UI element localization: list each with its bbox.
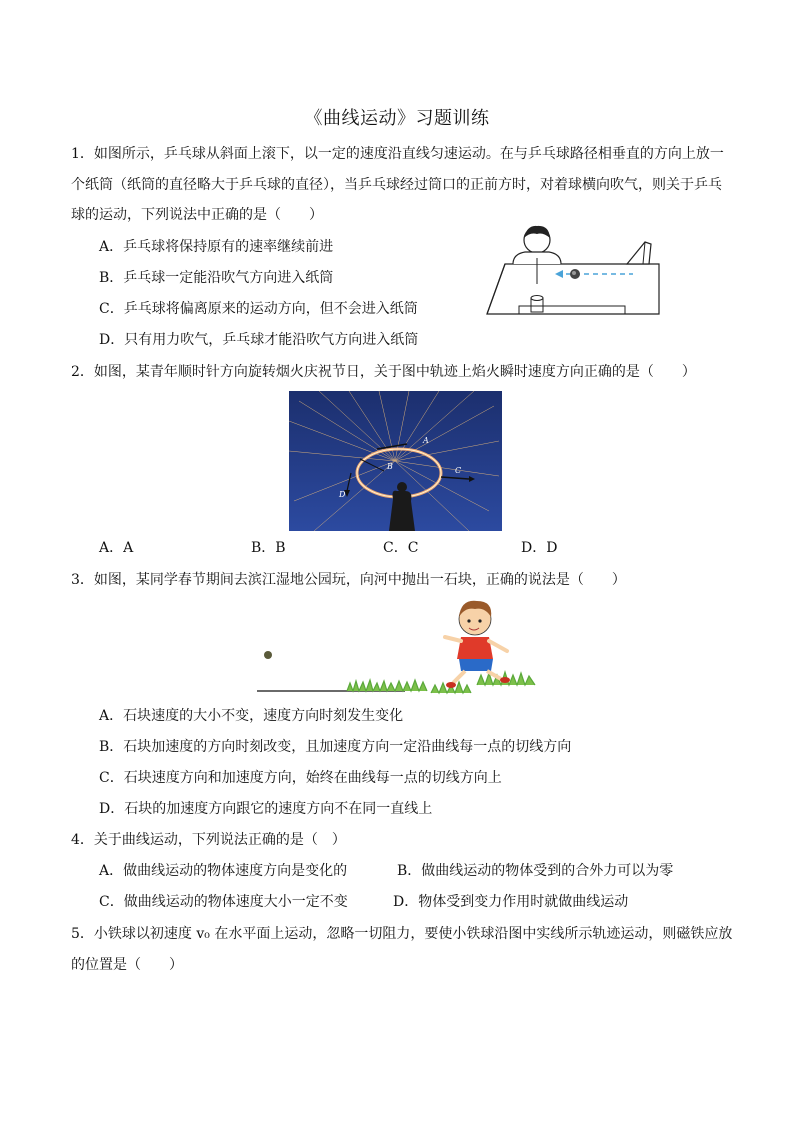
q1-option-d[interactable]: D．只有用力吹气，乒乓球才能沿吹气方向进入纸筒 xyxy=(99,332,419,348)
fig-label-a: A xyxy=(423,436,429,445)
q3-stem: 3．如图，某同学春节期间去滨江湿地公园玩，向河中抛出一石块，正确的说法是（ ） xyxy=(71,572,626,588)
q4-option-d[interactable]: D．物体受到变力作用时就做曲线运动 xyxy=(393,894,629,910)
q3-boy-throwing-figure xyxy=(255,597,540,695)
fig-label-b: B xyxy=(387,462,393,471)
q1-pingpong-figure xyxy=(483,222,665,318)
q3-option-a[interactable]: A．石块速度的大小不变，速度方向时刻发生变化 xyxy=(99,708,404,724)
fig-label-c: C xyxy=(455,466,462,475)
q2-option-b[interactable]: B．B xyxy=(251,540,286,556)
q1-stem-line-1: 1．如图所示，乒乓球从斜面上滚下，以一定的速度沿直线匀速运动。在与乒乓球路径相垂直的方向上放一 xyxy=(71,146,724,162)
q3-option-d[interactable]: D．石块的加速度方向跟它的速度方向不在同一直线上 xyxy=(99,801,433,817)
q2-option-d[interactable]: D．D xyxy=(521,540,558,556)
q4-option-c[interactable]: C．做曲线运动的物体速度大小一定不变 xyxy=(99,894,348,910)
q4-option-b[interactable]: B．做曲线运动的物体受到的合外力可以为零 xyxy=(397,863,674,879)
q2-fireworks-photo xyxy=(289,391,502,531)
q1-stem-line-3: 球的运动，下列说法中正确的是（ ） xyxy=(71,207,323,223)
q3-option-b[interactable]: B．石块加速度的方向时刻改变，且加速度方向一定沿曲线每一点的切线方向 xyxy=(99,739,572,755)
q3-option-c[interactable]: C．石块速度方向和加速度方向，始终在曲线每一点的切线方向上 xyxy=(99,770,502,786)
q4-stem: 4．关于曲线运动，下列说法正确的是（ ） xyxy=(71,832,346,848)
q5-stem-line-1: 5．小铁球以初速度 v₀ 在水平面上运动，忽略一切阻力，要使小铁球沿图中实线所示轨迹运动，则磁铁应放 xyxy=(71,926,733,942)
q1-stem-line-2: 个纸筒（纸筒的直径略大于乒乓球的直径），当乒乓球经过筒口的正前方时，对着球横向吹气，则关于乒乓 xyxy=(71,177,722,193)
page-title: 《曲线运动》习题训练 xyxy=(304,108,490,129)
q1-option-c[interactable]: C．乒乓球将偏离原来的运动方向，但不会进入纸筒 xyxy=(99,301,418,317)
fig-label-d: D xyxy=(339,490,346,499)
q2-option-c[interactable]: C．C xyxy=(383,540,419,556)
q2-stem: 2．如图，某青年顺时针方向旋转烟火庆祝节日，关于图中轨迹上焰火瞬时速度方向正确的是（ ） xyxy=(71,364,696,380)
q5-stem-line-2: 的位置是（ ） xyxy=(71,957,183,973)
q1-option-b[interactable]: B．乒乓球一定能沿吹气方向进入纸筒 xyxy=(99,270,334,286)
q1-option-a[interactable]: A．乒乓球将保持原有的速率继续前进 xyxy=(99,239,334,255)
q2-option-a[interactable]: A．A xyxy=(99,540,134,556)
q4-option-a[interactable]: A．做曲线运动的物体速度方向是变化的 xyxy=(99,863,348,879)
